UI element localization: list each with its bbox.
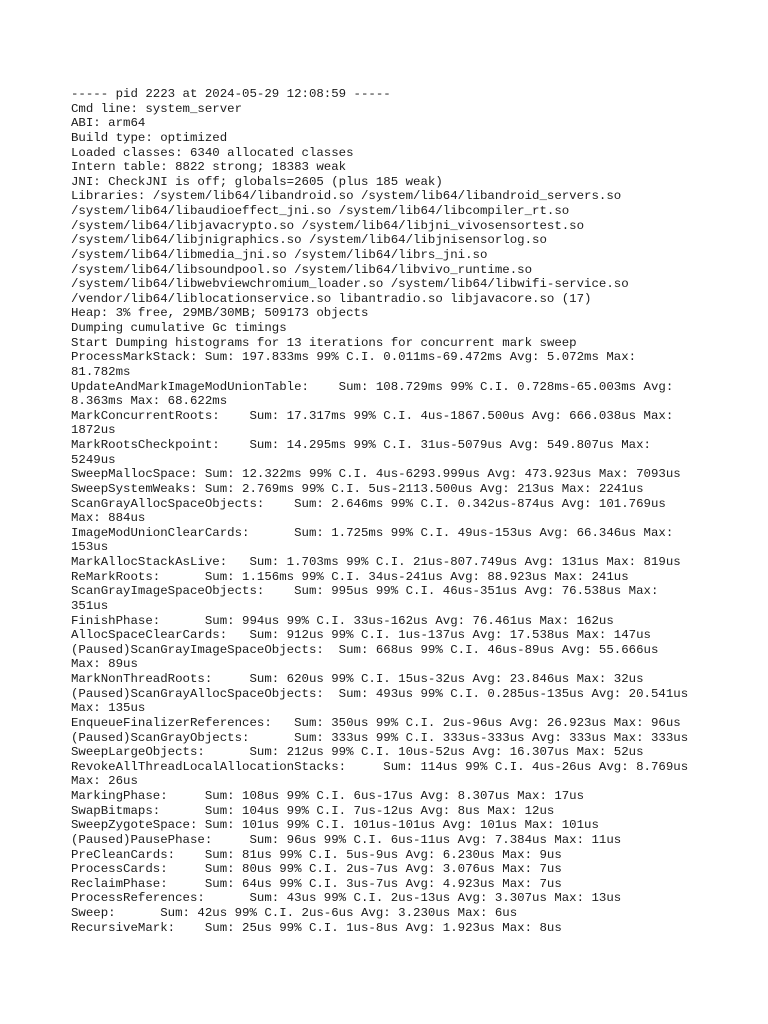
log-line: Cmd line: system_server [71,101,243,116]
log-line: Max: 135us [71,701,146,716]
log-line: ----- pid 2223 at 2024-05-29 12:08:59 ----- [71,87,391,101]
log-line: ImageModUnionClearCards: Sum: 1.725ms 99% C.I. 49us-153us Avg: 66.346us Max: [71,525,674,540]
log-line: Loaded classes: 6340 allocated classes [71,145,354,160]
log-line: /system/lib64/libwebviewchromium_loader.so /system/lib64/libwifi-service.so [71,277,629,292]
log-line: SweepZygoteSpace: Sum: 101us 99% C.I. 101us-101us Avg: 101us Max: 101us [71,818,599,833]
log-line: SweepSystemWeaks: Sum: 2.769ms 99% C.I. 5us-2113.500us Avg: 213us Max: 2241us [71,481,644,496]
log-line: 5249us [71,452,116,467]
log-line: Libraries: /system/lib64/libandroid.so /system/lib64/libandroid_servers.so [71,189,622,204]
log-line: Dumping cumulative Gc timings [71,321,287,335]
log-line: 81.782ms [71,364,131,379]
log-line: FinishPhase: Sum: 994us 99% C.I. 33us-162us Avg: 76.461us Max: 162us [71,613,614,628]
gc-log-document [71,87,751,935]
log-line: ScanGrayImageSpaceObjects: Sum: 995us 99% C.I. 46us-351us Avg: 76.538us Max: [71,584,659,599]
log-line: /system/lib64/libmedia_jni.so /system/lib64/librs_jni.so [71,247,488,262]
log-line: RecursiveMark: Sum: 25us 99% C.I. 1us-8us Avg: 1.923us Max: 8us [71,920,562,935]
log-line: SweepLargeObjects: Sum: 212us 99% C.I. 10us-52us Avg: 16.307us Max: 52us [71,745,644,760]
log-line: ReclaimPhase: Sum: 64us 99% C.I. 3us-7us Avg: 4.923us Max: 7us [71,876,562,891]
log-line: Build type: optimized [71,130,228,145]
log-line: Intern table: 8822 strong; 18383 weak [71,160,347,175]
log-line: SwapBitmaps: Sum: 104us 99% C.I. 7us-12us Avg: 8us Max: 12us [71,803,555,818]
log-line: 153us [71,540,109,555]
log-line: Max: 884us [71,511,146,526]
log-line: (Paused)PausePhase: Sum: 96us 99% C.I. 6us-11us Avg: 7.384us Max: 11us [71,832,622,847]
log-line: UpdateAndMarkImageModUnionTable: Sum: 108.729ms 99% C.I. 0.728ms-65.003ms Avg: [71,379,674,394]
log-line: Start Dumping histograms for 13 iterations for concurrent mark sweep [71,335,577,350]
log-line: Max: 26us [71,774,138,789]
log-line: MarkingPhase: Sum: 108us 99% C.I. 6us-17us Avg: 8.307us Max: 17us [71,789,585,803]
log-line: 351us [71,598,109,613]
log-line: RevokeAllThreadLocalAllocationStacks: Sum: 114us 99% C.I. 4us-26us Avg: 8.769us [71,759,689,774]
log-line: /system/lib64/libjnigraphics.so /system/lib64/libjnisensorlog.so [71,233,547,248]
log-line: ScanGrayAllocSpaceObjects: Sum: 2.646ms 99% C.I. 0.342us-874us Avg: 101.769us [71,496,666,511]
log-line: MarkNonThreadRoots: Sum: 620us 99% C.I. 15us-32us Avg: 23.846us Max: 32us [71,672,644,686]
log-line: 8.363ms Max: 68.622ms [71,394,228,409]
log-line: Heap: 3% free, 29MB/30MB; 509173 objects [71,306,369,321]
log-line: ProcessMarkStack: Sum: 197.833ms 99% C.I. 0.011ms-69.472ms Avg: 5.072ms Max: [71,350,637,365]
log-line: (Paused)ScanGrayAllocSpaceObjects: Sum: 493us 99% C.I. 0.285us-135us Avg: 20.541us [71,686,689,701]
log-line: PreCleanCards: Sum: 81us 99% C.I. 5us-9us Avg: 6.230us Max: 9us [71,847,562,862]
log-line: /system/lib64/libaudioeffect_jni.so /system/lib64/libcompiler_rt.so [71,204,570,218]
log-line: 1872us [71,423,116,438]
log-line: /system/lib64/libsoundpool.so /system/lib64/libvivo_runtime.so [71,262,533,277]
log-line: (Paused)ScanGrayObjects: Sum: 333us 99% C.I. 333us-333us Avg: 333us Max: 333us [71,730,689,745]
log-line: SweepMallocSpace: Sum: 12.322ms 99% C.I. 4us-6293.999us Avg: 473.923us Max: 7093us [71,467,681,482]
log-line: EnqueueFinalizerReferences: Sum: 350us 99% C.I. 2us-96us Avg: 26.923us Max: 96us [71,715,681,730]
log-line: ProcessReferences: Sum: 43us 99% C.I. 2us-13us Avg: 3.307us Max: 13us [71,891,622,906]
log-line: MarkConcurrentRoots: Sum: 17.317ms 99% C.I. 4us-1867.500us Avg: 666.038us Max: [71,408,674,423]
log-line: /vendor/lib64/liblocationservice.so libantradio.so libjavacore.so (17) [71,291,592,306]
log-line: MarkAllocStackAsLive: Sum: 1.703ms 99% C.I. 21us-807.749us Avg: 131us Max: 819us [71,555,681,569]
log-line: AllocSpaceClearCards: Sum: 912us 99% C.I. 1us-137us Avg: 17.538us Max: 147us [71,628,651,643]
log-line: ABI: arm64 [71,116,146,131]
log-line: /system/lib64/libjavacrypto.so /system/lib64/libjni_vivosensortest.so [71,218,585,233]
log-line: ReMarkRoots: Sum: 1.156ms 99% C.I. 34us-241us Avg: 88.923us Max: 241us [71,569,629,584]
log-line: Sweep: Sum: 42us 99% C.I. 2us-6us Avg: 3.230us Max: 6us [71,906,518,920]
log-line: Max: 89us [71,657,138,672]
log-line: MarkRootsCheckpoint: Sum: 14.295ms 99% C.I. 31us-5079us Avg: 549.807us Max: [71,438,651,452]
log-line: JNI: CheckJNI is off; globals=2605 (plus 185 weak) [71,174,443,189]
log-line: ProcessCards: Sum: 80us 99% C.I. 2us-7us Avg: 3.076us Max: 7us [71,862,562,877]
log-line: (Paused)ScanGrayImageSpaceObjects: Sum: 668us 99% C.I. 46us-89us Avg: 55.666us [71,642,659,657]
